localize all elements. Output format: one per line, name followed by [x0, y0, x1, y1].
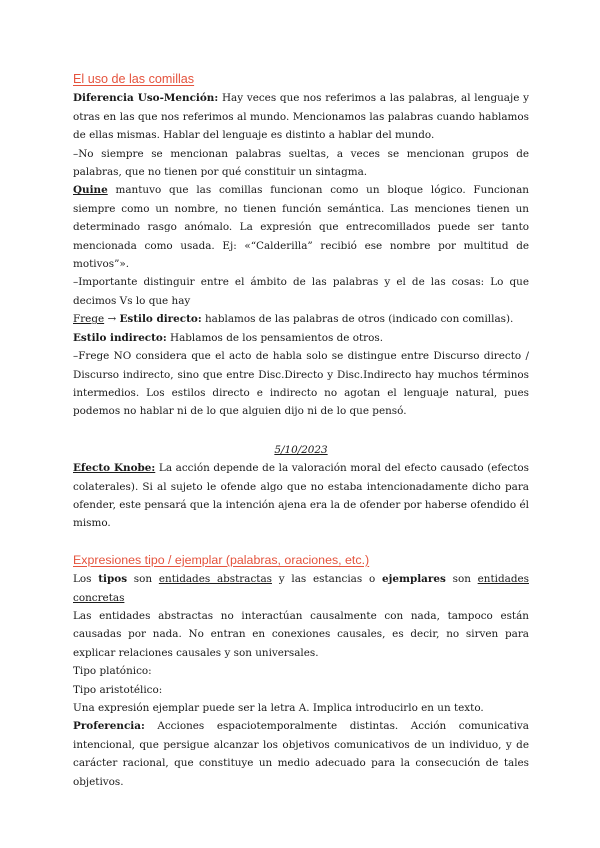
text-fragment: Los [73, 573, 99, 586]
term-entidades-abstractas: entidades abstractas [158, 573, 272, 586]
paragraph-estilo-directo [73, 310, 529, 328]
paragraph-knobe [73, 459, 529, 533]
paragraph-frege-discurso: –Frege NO considera que el acto de habla solo se distingue entre Discurso directo / Discurso indirecto, sino que entre Disc.Directo y Disc.Indirecto hay muchos términos intermedios. Los estilos directo e indirecto no agotan el lenguaje natural, pues podemos no hablar ni de lo que alguien dijo ni de lo que pensó. [73, 350, 529, 418]
paragraph-proferencia [73, 717, 529, 791]
text-proferencia: Acciones espaciotemporalmente distintas. Acción comunicativa intencional, que persigue alcanzar los objetivos comunicativos de un individuo, y de carácter racional, que constituye un medio adecuado para la consecución de tales objetivos. [73, 720, 529, 788]
text-efecto-knobe: La acción depende de la valoración moral del efecto causado (efectos colaterales). Si al sujeto le ofende algo que no estaba intencionadamente dicho para ofender, este pensará que la intención ajena era la de ofender por haberse ofendido él mismo. [73, 462, 530, 530]
paragraph-estilo-indirecto [73, 329, 529, 347]
paragraph-tipo-platonico: Tipo platónico: [73, 665, 152, 678]
text-uso-mencion: Hay veces que nos referimos a las palabras, al lenguaje y otras en las que nos referimos al mundo. Mencionamos las palabras cuando hablamos de ellas mismas. Hablar del lenguaje es distinto a hablar del mundo. [73, 92, 529, 142]
section-heading-tipo-ejemplar: Expresiones tipo / ejemplar (palabras, oraciones, etc.) [73, 552, 370, 567]
text-fragment: son [445, 573, 478, 586]
paragraph-uso-mencion [73, 89, 529, 144]
paragraph-ejemplar: Una expresión ejemplar puede ser la letra A. Implica introducirlo en un texto. [73, 702, 484, 714]
term-uso-mencion: Diferencia Uso-Mención: [73, 92, 219, 105]
name-frege: Frege [73, 313, 105, 326]
term-quine: Quine [73, 184, 108, 197]
text-quine: mantuvo que las comillas funcionan como un bloque lógico. Funcionan siempre como un nombre, no tienen función semántica. Las menciones tienen un determinado rasgo anómalo. La expresión que entrecomillados puede ser tanto mencionada como usada. Ej: «“Calderilla” recibió ese nombre por multitud de motivos”». [73, 184, 529, 271]
document-page [73, 70, 529, 791]
text-fragment: son [127, 573, 159, 586]
paragraph-entidades-abstractas: Las entidades abstractas no interactúan causalmente con nada, tampoco están causadas por nada. No entran en conexiones causales, es decir, no sirven para explicar relaciones causales y son universales. [73, 609, 529, 659]
paragraph-tipos [73, 570, 529, 607]
term-ejemplares: ejemplares [381, 573, 446, 586]
text-estilo-indirecto: Hablamos de los pensamientos de otros. [166, 331, 384, 344]
paragraph-quine [73, 181, 529, 273]
text-fragment: y las estancias o [271, 573, 382, 586]
arrow-icon: → [104, 313, 120, 326]
term-tipos: tipos [98, 573, 128, 586]
paragraph-ambito: –Importante distinguir entre el ámbito de las palabras y el de las cosas: Lo que decimos Vs lo que hay [73, 276, 529, 307]
section-heading-comillas: El uso de las comillas [73, 72, 195, 86]
text-estilo-directo: hablamos de las palabras de otros (indicado con comillas). [201, 313, 514, 326]
term-efecto-knobe: Efecto Knobe: [73, 462, 156, 475]
term-estilo-directo: Estilo directo: [119, 313, 202, 326]
term-proferencia: Proferencia: [73, 720, 145, 733]
term-entidades-concretas: entidades concretas [73, 573, 529, 604]
term-estilo-indirecto: Estilo indirecto: [73, 331, 167, 344]
date-label: 5/10/2023 [274, 443, 328, 456]
paragraph-grupos-palabras: –No siempre se mencionan palabras sueltas, a veces se mencionan grupos de palabras, que no tienen por qué constituir un sintagma. [73, 147, 529, 179]
paragraph-tipo-aristotelico: Tipo aristotélico: [73, 683, 163, 696]
